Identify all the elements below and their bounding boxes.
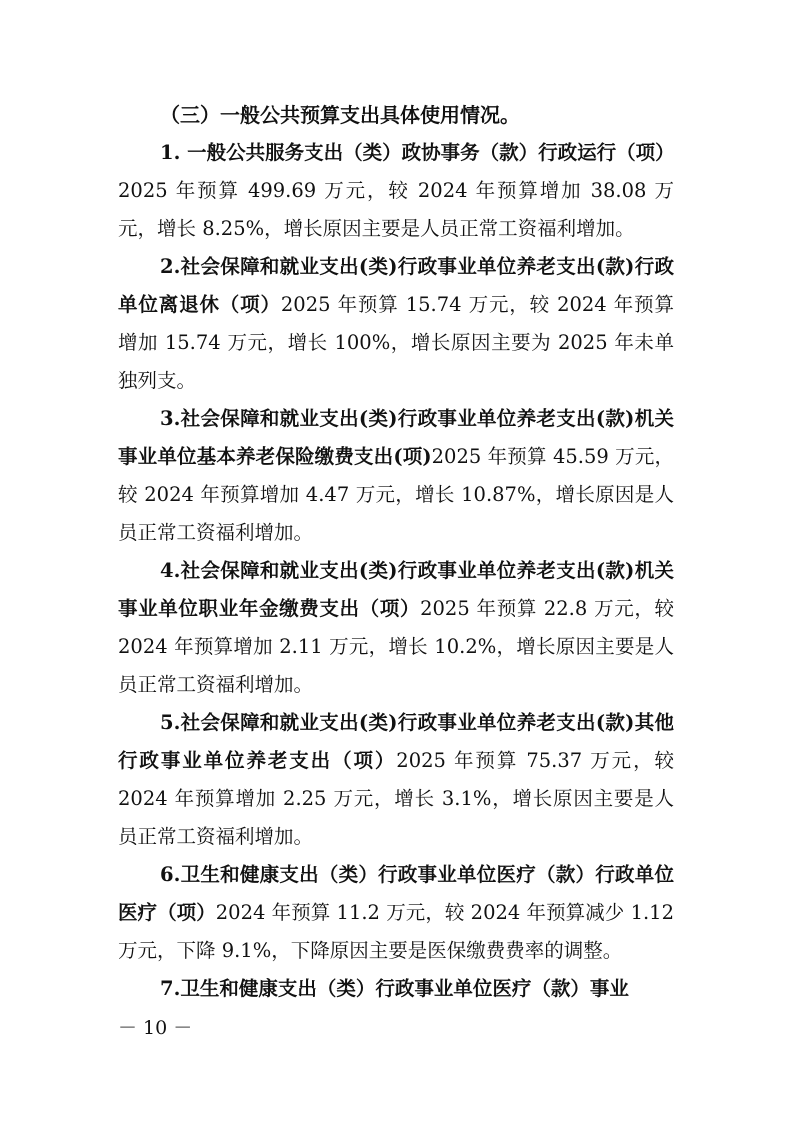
item-3-body: 2025 年预算 45.59 万元，较 2024 年预算增加 4.47 万元，增长 10.87%，增长原因是人员正常工资福利增加。 xyxy=(118,445,675,544)
paragraph-item-1 xyxy=(118,134,674,248)
document-page xyxy=(118,96,674,1008)
item-1-lead: 1. 一般公共服务支出（类）政协事务（款）行政运行（项） xyxy=(160,141,675,164)
item-7-lead: 7.卫生和健康支出（类）行政事业单位医疗（款）事业 xyxy=(160,977,629,1000)
paragraph-item-3 xyxy=(118,400,674,552)
item-5-body: 2025 年预算 75.37 万元，较 2024 年预算增加 2.25 万元，增长 3.1%，增长原因主要是人员正常工资福利增加。 xyxy=(118,749,674,848)
section-heading: （三）一般公共预算支出具体使用情况。 xyxy=(160,103,520,127)
item-3-lead: 3.社会保障和就业支出(类)行政事业单位养老支出(款)机关事业单位基本养老保险缴费支出(项) xyxy=(118,407,674,468)
item-2-body: 2025 年预算 15.74 万元，较 2024 年预算增加 15.74 万元，增长 100%，增长原因主要为 2025 年未单独列支。 xyxy=(118,293,674,392)
page-number: － 10 － xyxy=(118,1017,193,1039)
paragraph-item-6 xyxy=(118,856,674,970)
item-5-lead: 5.社会保障和就业支出(类)行政事业单位养老支出(款)其他行政事业单位养老支出（项） xyxy=(118,711,674,772)
item-6-body: 2024 年预算 11.2 万元，较 2024 年预算减少 1.12 万元，下降 9.1%，下降原因主要是医保缴费费率的调整。 xyxy=(118,901,674,962)
paragraph-item-5 xyxy=(118,704,674,856)
item-4-body: 2025 年预算 22.8 万元，较 2024 年预算增加 2.11 万元，增长 10.2%，增长原因主要是人员正常工资福利增加。 xyxy=(118,597,674,696)
paragraph-item-4 xyxy=(118,552,674,704)
item-1-body: 2025 年预算 499.69 万元，较 2024 年预算增加 38.08 万元，增长 8.25%，增长原因主要是人员正常工资福利增加。 xyxy=(118,179,674,240)
item-2-lead: 2.社会保障和就业支出(类)行政事业单位养老支出(款)行政单位离退休（项） xyxy=(118,255,674,316)
paragraph-item-7 xyxy=(118,970,674,1008)
item-4-lead: 4.社会保障和就业支出(类)行政事业单位养老支出(款)机关事业单位职业年金缴费支出（项） xyxy=(118,559,674,620)
paragraph-item-2 xyxy=(118,248,674,400)
item-6-lead: 6.卫生和健康支出（类）行政事业单位医疗（款）行政单位医疗（项） xyxy=(118,863,674,924)
